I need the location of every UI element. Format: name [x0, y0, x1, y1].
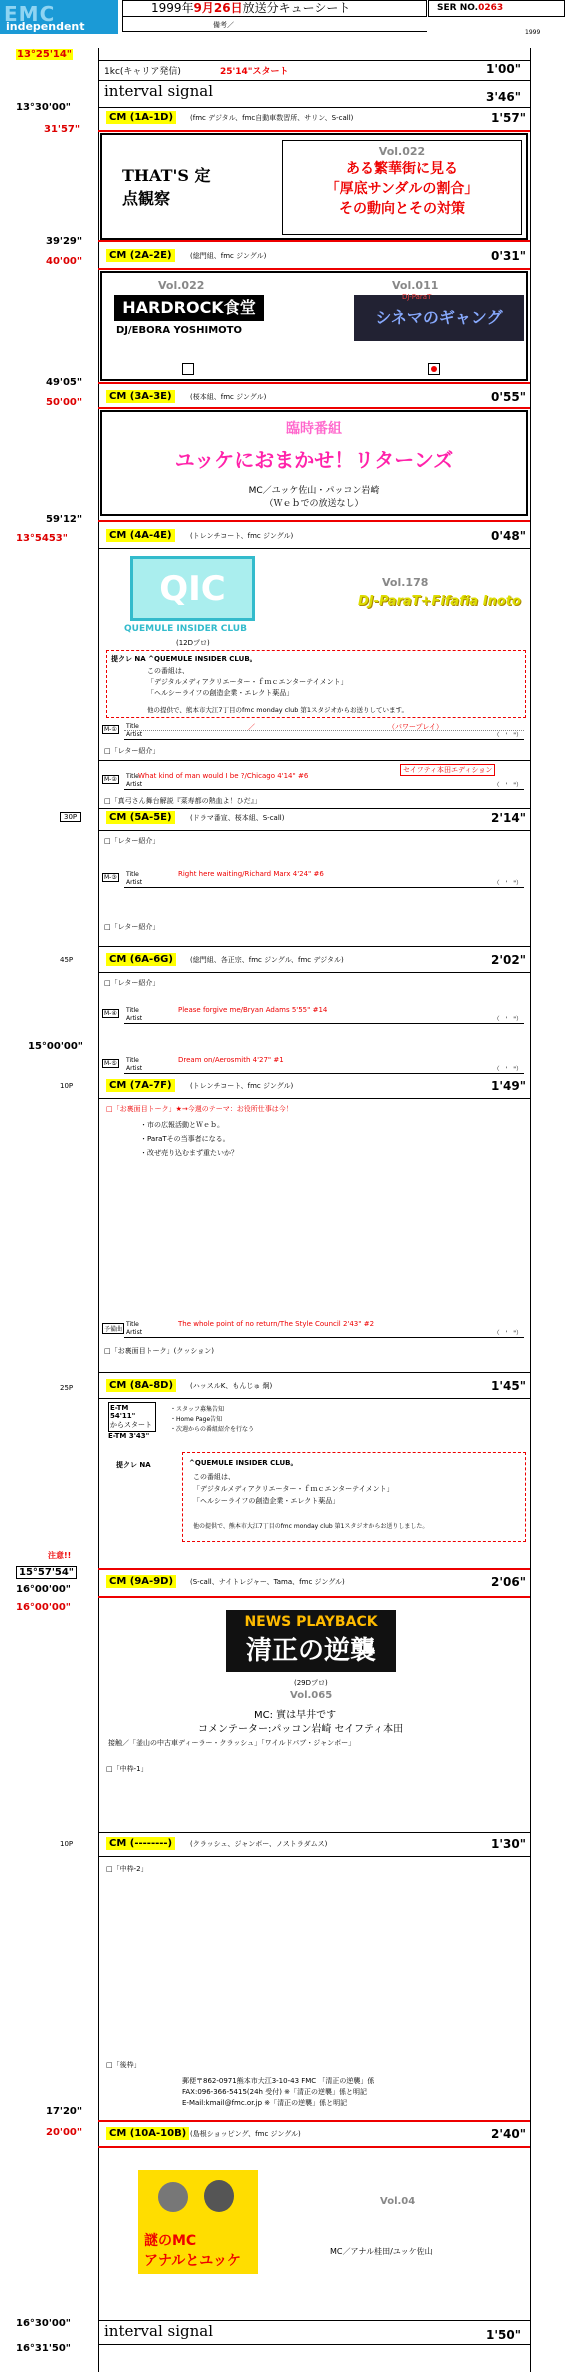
interval-signal: interval signal — [104, 2322, 214, 2340]
segment-item: □「後枠」 — [106, 2061, 141, 2069]
song-slot: 予備曲 Title Artist The whole point of no return/The Style Council 2'43" #2 （ ' "） — [104, 1320, 522, 1337]
song-red: What kind of man would I be ?/Chicago 4'14" #6 — [138, 772, 309, 780]
time-mark: 16°30'00" — [16, 2318, 72, 2329]
etm-box: E-TM 54'11" からスタート — [108, 1402, 156, 1432]
tk-label: 提クレ NA — [116, 1461, 151, 1469]
divider — [98, 2320, 530, 2321]
logo-subtitle: independent wave — [6, 20, 85, 46]
red-divider — [98, 1596, 530, 1598]
note: （Ｗｅｂでの放送なし） — [264, 499, 364, 509]
cm-label: CM (3A-3E) — [106, 390, 175, 403]
cm-label: CM (10A-10B) — [106, 2127, 189, 2140]
cm-duration: 1'45" — [491, 1379, 526, 1393]
time-mark: 16°31'50" — [16, 2343, 72, 2354]
divider — [98, 60, 530, 61]
topic-line: 「厚底サンダルの割合」 — [325, 181, 479, 197]
red-divider — [98, 130, 530, 132]
divider — [98, 972, 530, 973]
time-mark: 16°00'00" — [16, 1602, 72, 1613]
note: ・Home Page告知 — [170, 1416, 223, 1423]
time-mark: 16°00'00" — [16, 1584, 72, 1595]
song-red: The whole point of no return/The Style Council 2'43" #2 — [178, 1320, 375, 1328]
vol: Vol.178 — [382, 576, 429, 589]
note: ・次週からの番組紹介を行なう — [170, 1426, 255, 1433]
time-mark: 20'00" — [46, 2127, 83, 2138]
cm-label: CM (6A-6G) — [106, 953, 176, 966]
year-corner: 1999 — [525, 29, 541, 36]
cm-row — [98, 950, 530, 970]
title-rest: 放送分キューシート — [242, 1, 351, 15]
song-red: Dream on/Aerosmith 4'27" #1 — [178, 1056, 284, 1064]
interval-signal: interval signal — [104, 82, 214, 100]
song-slot: M-③ Title Artist Right here waiting/Richard Marx 4'24" #6 （ ' "） — [104, 870, 522, 887]
address: FAX:096-366-5415(24h 受付) ※「清正の逆襲」係と明記 — [182, 2088, 368, 2096]
letter-item: □「レター紹介」 — [104, 923, 160, 931]
ser-label: SER NO. — [437, 3, 479, 13]
topic-line: その動向とその対策 — [339, 201, 465, 217]
cm-duration: 1'57" — [491, 111, 526, 125]
divider — [98, 1856, 530, 1857]
cm-label: CM (9A-9D) — [106, 1575, 176, 1588]
cm-duration: 2'02" — [491, 953, 526, 967]
song-red: Right here waiting/Richard Marx 4'24" #6 — [178, 870, 324, 878]
title-date: 9月26日 — [193, 1, 243, 15]
start-note: 25'14"スタート — [220, 67, 289, 77]
sheet-title — [122, 0, 427, 17]
cm-desc: (トレンチコート、fmc ジングル) — [190, 1082, 294, 1090]
time-mark: 17'20" — [46, 2106, 83, 2117]
bullet: ・改ぜ売り込むまず重たいか？ — [140, 1149, 238, 1157]
thats-topic-box — [282, 140, 522, 235]
ser-value: 0263 — [478, 3, 504, 13]
cm-duration: 2'06" — [491, 1575, 526, 1589]
divider — [98, 760, 530, 761]
title-year: 1999年 — [151, 1, 194, 15]
pro: (29Dプロ) — [294, 1679, 328, 1687]
vol: Vol.011 — [392, 279, 439, 292]
topic-line: ある繁華街に見る — [346, 161, 458, 177]
red-divider — [98, 520, 530, 522]
note: ・スタッフ募集告知 — [170, 1406, 225, 1413]
letter-item: □「レター紹介」 — [104, 979, 160, 987]
divider — [98, 80, 530, 81]
cm-desc: (fmc デジタル、fmc自動車数習所、サリン、S-call) — [190, 114, 354, 122]
divider — [98, 1398, 530, 1399]
duration: 1'00" — [486, 62, 521, 76]
time-mark-boxed: 15°57'54" — [16, 1566, 77, 1579]
vol: Vol.065 — [290, 1690, 333, 1701]
bullet: ・市の広報活動とＷｅｂ。 — [140, 1121, 224, 1129]
letter-item: □「お裏面目トーク」(クッション) — [104, 1347, 214, 1355]
song-red: Please forgive me/Bryan Adams 5'55" #14 — [178, 1006, 328, 1014]
red-divider — [98, 407, 530, 409]
cm-label: CM (7A-7F) — [106, 1079, 175, 1092]
cm-desc: (島根ショッピング、fmc ジングル) — [190, 2130, 301, 2138]
cm-row — [98, 246, 530, 266]
cm-desc: (総門組、fmc ジングル) — [190, 252, 267, 260]
duration: 1'50" — [486, 2328, 521, 2342]
divider — [98, 548, 530, 549]
news-logo: NEWS PLAYBACK 清正の逆襲 — [226, 1610, 396, 1672]
cm-row — [98, 108, 530, 128]
vol: Vol.022 — [158, 279, 205, 292]
remarks-row — [122, 17, 427, 32]
mc: MC／アナル桂田/ユッケ佐山 — [330, 2247, 433, 2256]
cm-desc: (クラッシュ、ジャンボー、ノストラダムス) — [190, 1840, 328, 1848]
time-mark: 40'00" — [46, 256, 83, 267]
divider — [98, 830, 530, 831]
cm-duration: 0'55" — [491, 390, 526, 404]
time-mark: 15°00'00" — [28, 1041, 84, 1052]
cm-desc: (ドラマ番宣、桜本組、S-call) — [190, 814, 285, 822]
dj-name: DJ/EBORA YOSHIMOTO — [116, 325, 243, 336]
carrier-signal: 1kc(キャリア発信) — [104, 67, 181, 77]
cm-duration: 0'31" — [491, 249, 526, 263]
cm-label: CM (5A-5E) — [106, 811, 175, 824]
time-start: 13°25'14" — [17, 49, 73, 60]
cm-row — [98, 1076, 530, 1096]
bullet: ・ParaTその当事者になる。 — [140, 1135, 230, 1143]
face-icon — [158, 2182, 188, 2212]
cm-label: CM (8A-8D) — [106, 1379, 176, 1392]
divider — [98, 2344, 530, 2345]
anal-yukke-logo: 謎のMC アナルとユッケ — [138, 2170, 258, 2274]
red-divider — [98, 2120, 530, 2122]
mc: MC／ユッケ佐山・パッコン岩崎 — [248, 486, 380, 496]
qic-logo-sub: QUEMULE INSIDER CLUB — [124, 624, 247, 634]
letter-item: □「レター紹介」 — [104, 747, 160, 755]
side-page: 30P — [60, 812, 81, 822]
cm-duration: 1'30" — [491, 1837, 526, 1851]
red-divider — [98, 1568, 530, 1570]
dj-name: DJ-ParaT — [402, 293, 432, 301]
checkbox[interactable] — [182, 363, 194, 375]
cm-row — [98, 1376, 530, 1396]
cm-row — [98, 387, 530, 407]
address: 郵便〒862-0971熊本市大江3-10-43 FMC 「清正の逆襲」係 — [182, 2077, 375, 2085]
divider — [98, 1372, 530, 1373]
serial-number — [428, 0, 565, 17]
cm-row — [98, 808, 530, 828]
song-red: （パワープレイ） — [388, 723, 444, 731]
sponsor-box: ^QUEMULE INSIDER CLUB。 この番組は、 「デジタルメディアクリエーター・ｆｍｃエンターテイメント」 「ヘルシーライフの創造企業・エレクト薬品」 他の提供で、熊本市大江7丁目のfmc monday club 第1スタジオからお送りしました。 — [182, 1452, 526, 1542]
time-mark: 13°5453" — [16, 533, 68, 544]
song-slot: M-① Title Artist ／ （パワープレイ） （ ' "） — [104, 723, 522, 739]
cm-label: CM (4A-4E) — [106, 529, 175, 542]
kicker: 臨時番組 — [286, 421, 342, 437]
divider — [98, 1098, 530, 1099]
red-divider — [98, 268, 530, 270]
time-mark: 13°30'00" — [16, 102, 72, 113]
cm-desc: (桜本組、fmc ジングル) — [190, 393, 267, 401]
qic-logo: QIC — [130, 556, 255, 621]
cm-label: CM (1A-1D) — [106, 111, 176, 124]
time-mark: 39'29" — [46, 236, 83, 247]
cm-duration: 1'49" — [491, 1079, 526, 1093]
song-slot: M-⑤ Title Artist Dream on/Aerosmith 4'27" #1 （ ' "） — [104, 1056, 522, 1073]
cm-row — [98, 1834, 530, 1854]
right-rule — [530, 48, 531, 2372]
segment-double — [100, 271, 528, 381]
side-page: 10P — [60, 1840, 74, 1848]
letter-item: □「レター紹介」 — [104, 837, 160, 845]
segment-thats — [100, 133, 528, 240]
red-divider — [98, 240, 530, 242]
hardrock-logo: HARDROCK食堂 — [114, 295, 264, 321]
song-slot: M-④ Title Artist Please forgive me/Bryan Adams 5'55" #14 （ ' "） — [104, 1006, 522, 1023]
cm-duration: 2'40" — [491, 2127, 526, 2141]
cm-desc: (トレンチコート、fmc ジングル) — [190, 532, 294, 540]
song-slot: M-② Title Artist What kind of man would I be ?/Chicago 4'14" #6 （ ' "） — [104, 772, 522, 789]
note-item: □「真弓さん舞台解説『菜寿都の熱血よ！ひだ』」 — [104, 797, 262, 805]
cm-desc: (S-call、ナイトレジャー、Tama、fmc ジングル) — [190, 1578, 345, 1586]
cm-duration: 0'48" — [491, 529, 526, 543]
song-red: ／ — [248, 723, 255, 731]
cm-row — [98, 1572, 530, 1592]
station-logo — [0, 0, 118, 46]
etm-note: E-TM 3'43" — [108, 1432, 150, 1440]
vol: Vol.04 — [380, 2196, 416, 2207]
address: E-Mail:kmail@fmc.or.jp ※「清正の逆襲」係と明記 — [182, 2099, 348, 2107]
cm-desc: (ハッスルK、もんじゅ 炯) — [190, 1382, 273, 1390]
side-page: 25P — [60, 1384, 74, 1392]
sponsor-box: 提クレ NA ^QUEMULE INSIDER CLUB。 この番組は、 「デジタルメディアクリエーター・ｆｍｃエンターテイメント」 「ヘルシーライフの創造企業・エレクト薬品」 他の提供で、熊本市大江7丁目のfmc monday club 第1スタジオからお送りしています。 — [106, 650, 526, 718]
time-mark: 49'05" — [46, 377, 83, 388]
cm-label: CM (--------) — [106, 1837, 175, 1850]
segment-yukke — [100, 410, 528, 516]
face-icon — [204, 2180, 234, 2212]
red-divider — [98, 382, 530, 384]
pro: (12Dプロ) — [176, 639, 210, 647]
cm-duration: 2'14" — [491, 811, 526, 825]
time-mark: 50'00" — [46, 397, 83, 408]
program-title: ユッケにおまかせ！リターンズ — [174, 448, 454, 472]
side-page: 10P — [60, 1082, 74, 1090]
cinema-logo: シネマのギャング — [354, 295, 524, 341]
time-mark: 31'57" — [44, 124, 81, 135]
cm-row — [98, 526, 530, 546]
checkbox-checked[interactable] — [428, 363, 440, 375]
vol: Vol.022 — [378, 145, 426, 158]
guest: 接触／「釜山の中古車ディーラー・クラッシュ」「ワイルドパブ・ジャンボー」 — [108, 1739, 356, 1747]
duration: 3'46" — [486, 90, 521, 104]
divider — [98, 946, 530, 947]
cm-row — [98, 2124, 530, 2144]
side-page: 45P — [60, 956, 74, 964]
logo-mark: EMC — [4, 2, 56, 26]
segment-item: □「中枠-1」 — [106, 1765, 148, 1773]
safety-edition: セイフティ本田エディション — [400, 764, 495, 776]
cm-label: CM (2A-2E) — [106, 249, 175, 262]
red-divider — [98, 2146, 530, 2148]
dj-name: DJ-ParaT+Fifafia Inoto — [358, 594, 521, 609]
caution-note: 注意!! — [48, 1551, 72, 1560]
mc: MC: 實は早井です — [254, 1710, 337, 1721]
time-mark: 59'12" — [46, 514, 83, 525]
segment-item: □「中枠-2」 — [106, 1865, 148, 1873]
commentators: コメンテーター:パッコン岩崎 セイフティ本田 — [198, 1724, 404, 1735]
remarks-label: 備考／ — [213, 21, 234, 29]
talk-topic: □「お裏面目トーク」★→今週のテーマ：お役所仕事は今！ — [106, 1105, 293, 1113]
cm-desc: (総門組、各正宗、fmc ジングル、fmc デジタル) — [190, 956, 344, 964]
thats-logo: THAT'S 定点観察 — [122, 166, 211, 208]
divider — [98, 1832, 530, 1833]
